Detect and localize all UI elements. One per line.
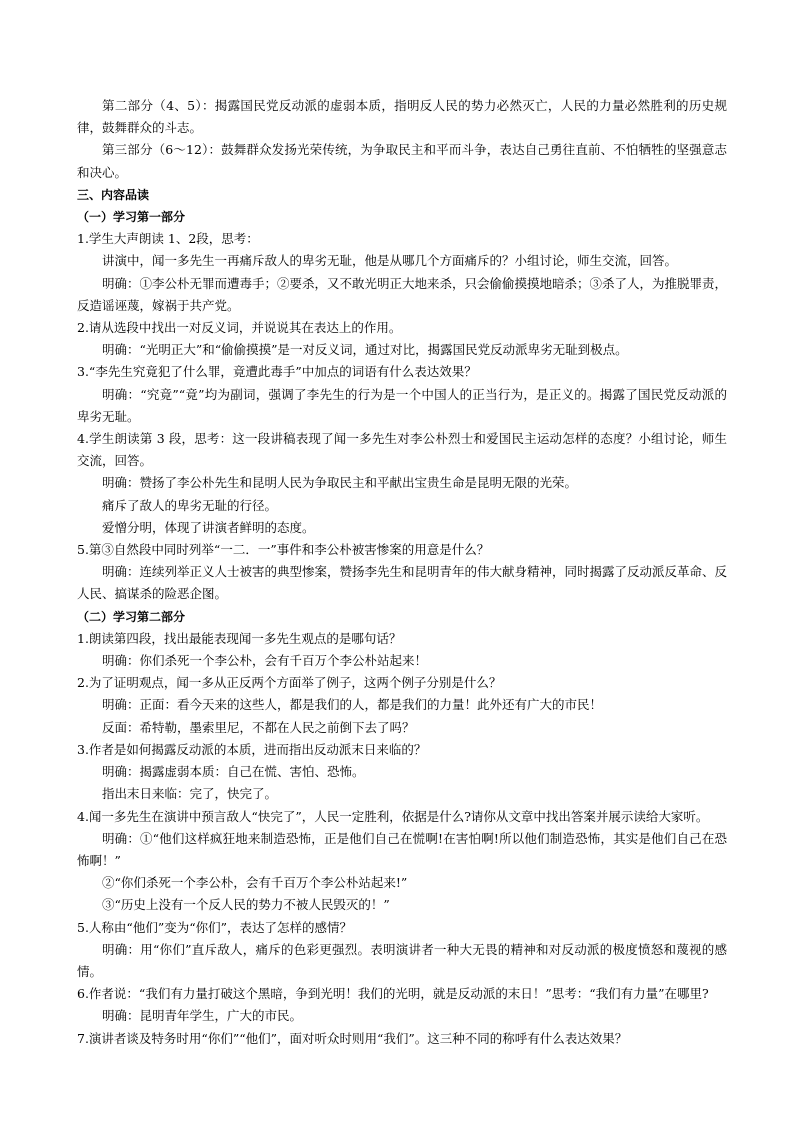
answer: ②“你们杀死一个李公朴，会有千百万个李公朴站起来!” [102,875,408,891]
question: 3.作者是如何揭露反动派的本质，进而指出反动派末日来临的？ [77,741,427,757]
paragraph: 第三部分（6～12）：鼓舞群众发扬光荣传统，为争取民主和平而斗争，表达自己勇往直前、不怕牺牲的坚强意志和决心。 [77,142,727,180]
answer: 明确：昆明青年学生，广大的市民。 [102,1008,303,1024]
question: 2.请从选段中找出一对反义词，并说说其在表达上的作用。 [77,320,402,336]
question: 3.“李先生究竟犯了什么罪，竟遭此毒手”中加点的词语有什么表达效果？ [77,364,477,380]
question: 1.朗读第四段，找出最能表现闻一多先生观点的是哪句话？ [77,630,402,646]
subsection-heading: （一）学习第一部分 [77,210,186,225]
answer: 明确：赞扬了李公朴先生和昆明人民为争取民主和平献出宝贵生命是昆明无限的光荣。 [102,475,578,491]
question: 1.学生大声朗读 1、2段，思考： [77,231,259,247]
answer: 明确：揭露虚弱本质：自己在慌、害怕、恐怖。 [102,764,365,780]
question: 5.人称由“他们”变为“你们”，表达了怎样的感情？ [77,919,352,935]
answer: 明确：用“你们”直斥敌人，痛斥的色彩更强烈。表明演讲者一种大无畏的精神和对反动派的极度愤怒和蔑视的感情。 [77,941,727,979]
question: 6.作者说：“我们有力量打破这个黑暗，争到光明！我们的光明，就是反动派的末日！”思考：“我们有力量”在哪里? [77,986,709,1002]
answer: 明确：连续列举正义人士被害的典型惨案，赞扬李先生和昆明青年的伟大献身精神，同时揭露了反动派反革命、反人民、搞谋杀的险恶企图。 [77,564,728,602]
answer: 明确：①“他们这样疯狂地来制造恐怖，正是他们自己在慌啊!在害怕啊!所以他们制造恐怖，其实是他们自己在恐怖啊！” [77,830,727,868]
paragraph: 讲演中，闻一多先生一再痛斥敌人的卑劣无耻，他是从哪几个方面痛斥的？小组讨论，师生交流，回答。 [102,253,678,269]
answer: 明确：①李公朴无罪而遭毒手；②要杀，又不敢光明正大地来杀，只会偷偷摸摸地暗杀；③杀了人，为推脱罪责，反造谣诬蔑，嫁祸于共产党。 [77,275,728,313]
answer: 明确：“究竟”“竟”均为副词，强调了李先生的行为是一个中国人的正当行为，是正义的。揭露了国民党反动派的卑劣无耻。 [77,386,727,424]
question: 5.第③自然段中同时列举“一二．一”事件和李公朴被害惨案的用意是什么？ [77,542,490,558]
paragraph: 第二部分（4、5）：揭露国民党反动派的虚弱本质，指明反人民的势力必然灭亡，人民的力量必然胜利的历史规律，鼓舞群众的斗志。 [77,98,727,136]
question: 4.闻一多先生在演讲中预言敌人“快完了”，人民一定胜利，依据是什么?请你从文章中找出答案并展示读给大家听。 [77,808,709,824]
question: 4.学生朗读第 3 段，思考：这一段讲稿表现了闻一多先生对李公朴烈士和爱国民主运动怎样的态度？小组讨论，师生交流，回答。 [77,431,727,469]
answer: 爱憎分明，体现了讲演者鲜明的态度。 [102,519,315,535]
answer: 反面：希特勒，墨索里尼，不都在人民之前倒下去了吗？ [102,719,415,735]
answer: 指出末日来临：完了，快完了。 [102,786,278,802]
question: 2.为了证明观点，闻一多从正反两个方面举了例子，这两个例子分别是什么？ [77,675,502,691]
answer: 痛斥了敌人的卑劣无耻的行径。 [102,497,278,513]
subsection-heading: （二）学习第二部分 [77,609,186,624]
question: 7.演讲者谈及特务时用“你们”“他们”，面对听众时则用“我们”。这三种不同的称呼有什么表达效果？ [77,1030,628,1046]
section-heading: 三、内容品读 [77,187,150,202]
answer: 明确：“光明正大”和“偷偷摸摸”是一对反义词，通过对比，揭露国民党反动派卑劣无耻到极点。 [102,342,628,358]
answer: 明确：正面：看今天来的这些人，都是我们的人，都是我们的力量！此外还有广大的市民！ [102,697,603,713]
answer: 明确：你们杀死一个李公朴，会有千百万个李公朴站起来！ [102,653,428,669]
document-page [77,95,727,1050]
answer: ③“历史上没有一个反人民的势力不被人民毁灭的！” [102,897,390,913]
